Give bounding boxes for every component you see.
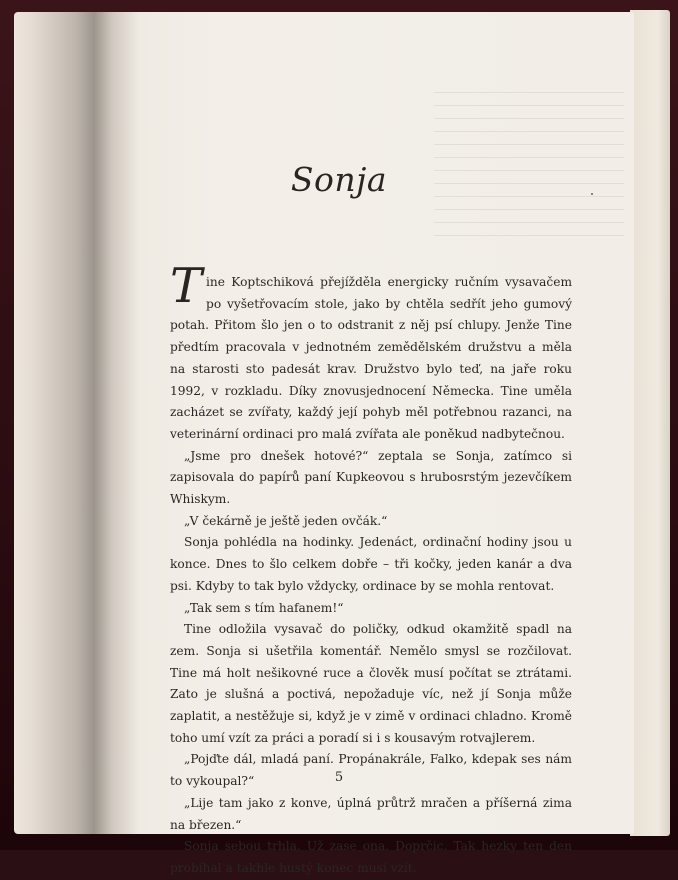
back-page-edges: [630, 10, 670, 836]
paper-speck: [591, 193, 593, 195]
paragraph-1: [170, 258, 572, 446]
paragraph-7: „Pojďte dál, mladá paní. Propánakrále, Falko, kdepak ses nám to vykoupal?“: [170, 752, 572, 789]
paragraph-1-text: ine Koptschiková přejížděla energicky ručním vysavačem po vyšetřovacím stole, jako by chtěla sedřít jeho gumový potah. Přitom šlo jen o to odstranit z něj psí chlupy. Jenže Tine předtím pracovala v jednotném zemědělském družstvu a měla na starosti sto padesát krav. Družstvo bylo teď, na jaře roku 1992, v rozkladu. Díky znovusjednocení Německa. Tine uměla zacházet se zvířaty, každý její pohyb měl potřebnou razanci, na veterinární ordinaci pro malá zvířata ale poněkud nadbytečnou.: [170, 275, 572, 441]
paragraph-5: „Tak sem s tím hafanem!“: [184, 600, 344, 615]
drop-cap: T: [170, 258, 203, 314]
paragraph-3: „V čekárně je ještě jeden ovčák.“: [184, 513, 388, 528]
chapter-title: Sonja: [290, 160, 388, 199]
paragraph-2: „Jsme pro dnešek hotové?“ zeptala se Sonja, zatímco si zapisovala do papírů paní Kupkeovou s hrubosrstým jezevčíkem Whiskym.: [170, 448, 572, 507]
paragraph-8: „Lije tam jako z konve, úplná průtrž mračen a příšerná zima na březen.“: [170, 795, 572, 832]
paragraph-6: Tine odložila vysavač do poličky, odkud okamžitě spadl na zem. Sonja si ušetřila komentář. Nemělo smysl se rozčilovat. Tine má holt nešikovné ruce a člověk musí počítat se ztrátami. Zato je slušná a poctivá, nepožaduje víc, než jí Sonja může zaplatit, a nestěžuje si, když je v zimě v ordinaci chladno. Kromě toho umí vzít za práci a poradí si i s kousavým rotvajlerem.: [170, 622, 572, 745]
paragraph-4: Sonja pohlédla na hodinky. Jedenáct, ordinační hodiny jsou u konce. Dnes to šlo celkem dobře – tři kočky, jeden kanár a dva psi. Kdyby to tak bylo vždycky, ordinace by se mohla rentovat.: [170, 535, 572, 593]
chapter-body: [170, 258, 572, 880]
paragraph-9: Sonja sebou trhla. Už zase ona. Doprčic. Tak hezky ten den probíhal a takhle hustý konec musí vzít.: [170, 839, 572, 875]
page-number: 5: [334, 770, 344, 785]
